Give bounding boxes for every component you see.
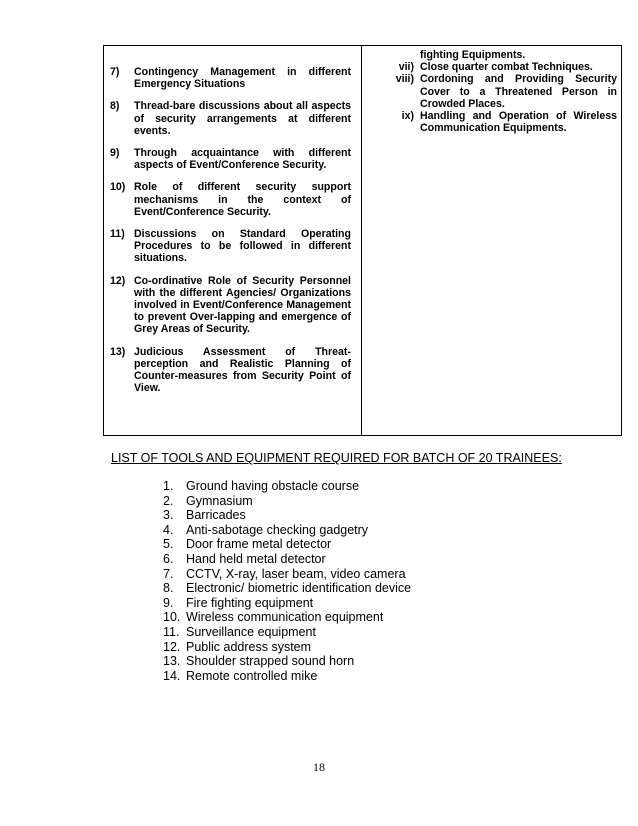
list-item: viii) Cordoning and Providing Security Cover to a Threatened Person in Crowded Places. (395, 73, 617, 110)
tool-item: 7. CCTV, X-ray, laser beam, video camera (163, 566, 406, 581)
tool-item: 4. Anti-sabotage checking gadgetry (163, 522, 369, 537)
tool-item: 3. Barricades (163, 508, 246, 523)
tool-item: 11. Surveillance equipment (163, 624, 316, 639)
page-number: 18 (313, 760, 325, 774)
tool-item: 1. Ground having obstacle course (163, 479, 360, 493)
column-divider (361, 46, 362, 435)
continuation-text: fighting Equipments. (420, 49, 526, 61)
list-item: 9) Through acquaintance with different aspects of Event/Conference Security. (110, 147, 351, 172)
tool-item: 5. Door frame metal detector (163, 537, 332, 552)
syllabus-table (103, 45, 622, 436)
tool-item: 12. Public address system (163, 639, 312, 654)
tool-item: 2. Gymnasium (163, 493, 253, 508)
tool-item: 13. Shoulder strapped sound horn (163, 654, 355, 669)
tool-item: 9. Fire fighting equipment (163, 595, 314, 610)
tools-list (163, 479, 411, 683)
tool-item: 8. Electronic/ biometric identification device (163, 581, 412, 596)
tool-item: 6. Hand held metal detector (163, 551, 326, 566)
list-item: ix) Handling and Operation of Wireless Communication Equipments. (401, 110, 617, 135)
list-item: 11) Discussions on Standard Operating Procedures to be followed in different situations. (110, 228, 351, 265)
tool-item: 14. Remote controlled mike (163, 668, 318, 683)
left-column (110, 66, 351, 404)
list-item: 13) Judicious Assessment of Threat-perception and Realistic Planning of Counter-measures from Security Point of View. (110, 345, 351, 395)
right-column (376, 49, 617, 134)
tools-heading: LIST OF TOOLS AND EQUIPMENT REQUIRED FOR BATCH OF 20 TRAINEES: (111, 451, 562, 465)
list-item: vii) Close quarter combat Techniques. (398, 61, 593, 74)
list-item: 12) Co-ordinative Role of Security Personnel with the different Agencies/ Organizations involved in Event/Conference Management to prevent Over-lapping and emergence of Grey Areas of Security. (110, 274, 351, 336)
list-item: 8) Thread-bare discussions about all aspects of security arrangements at different events. (110, 100, 351, 137)
list-item: 10) Role of different security support mechanisms in the context of Event/Conference Security. (110, 181, 351, 218)
list-item: 7) Contingency Management in different Emergency Situations (110, 66, 351, 91)
tool-item: 10. Wireless communication equipment (163, 610, 384, 625)
